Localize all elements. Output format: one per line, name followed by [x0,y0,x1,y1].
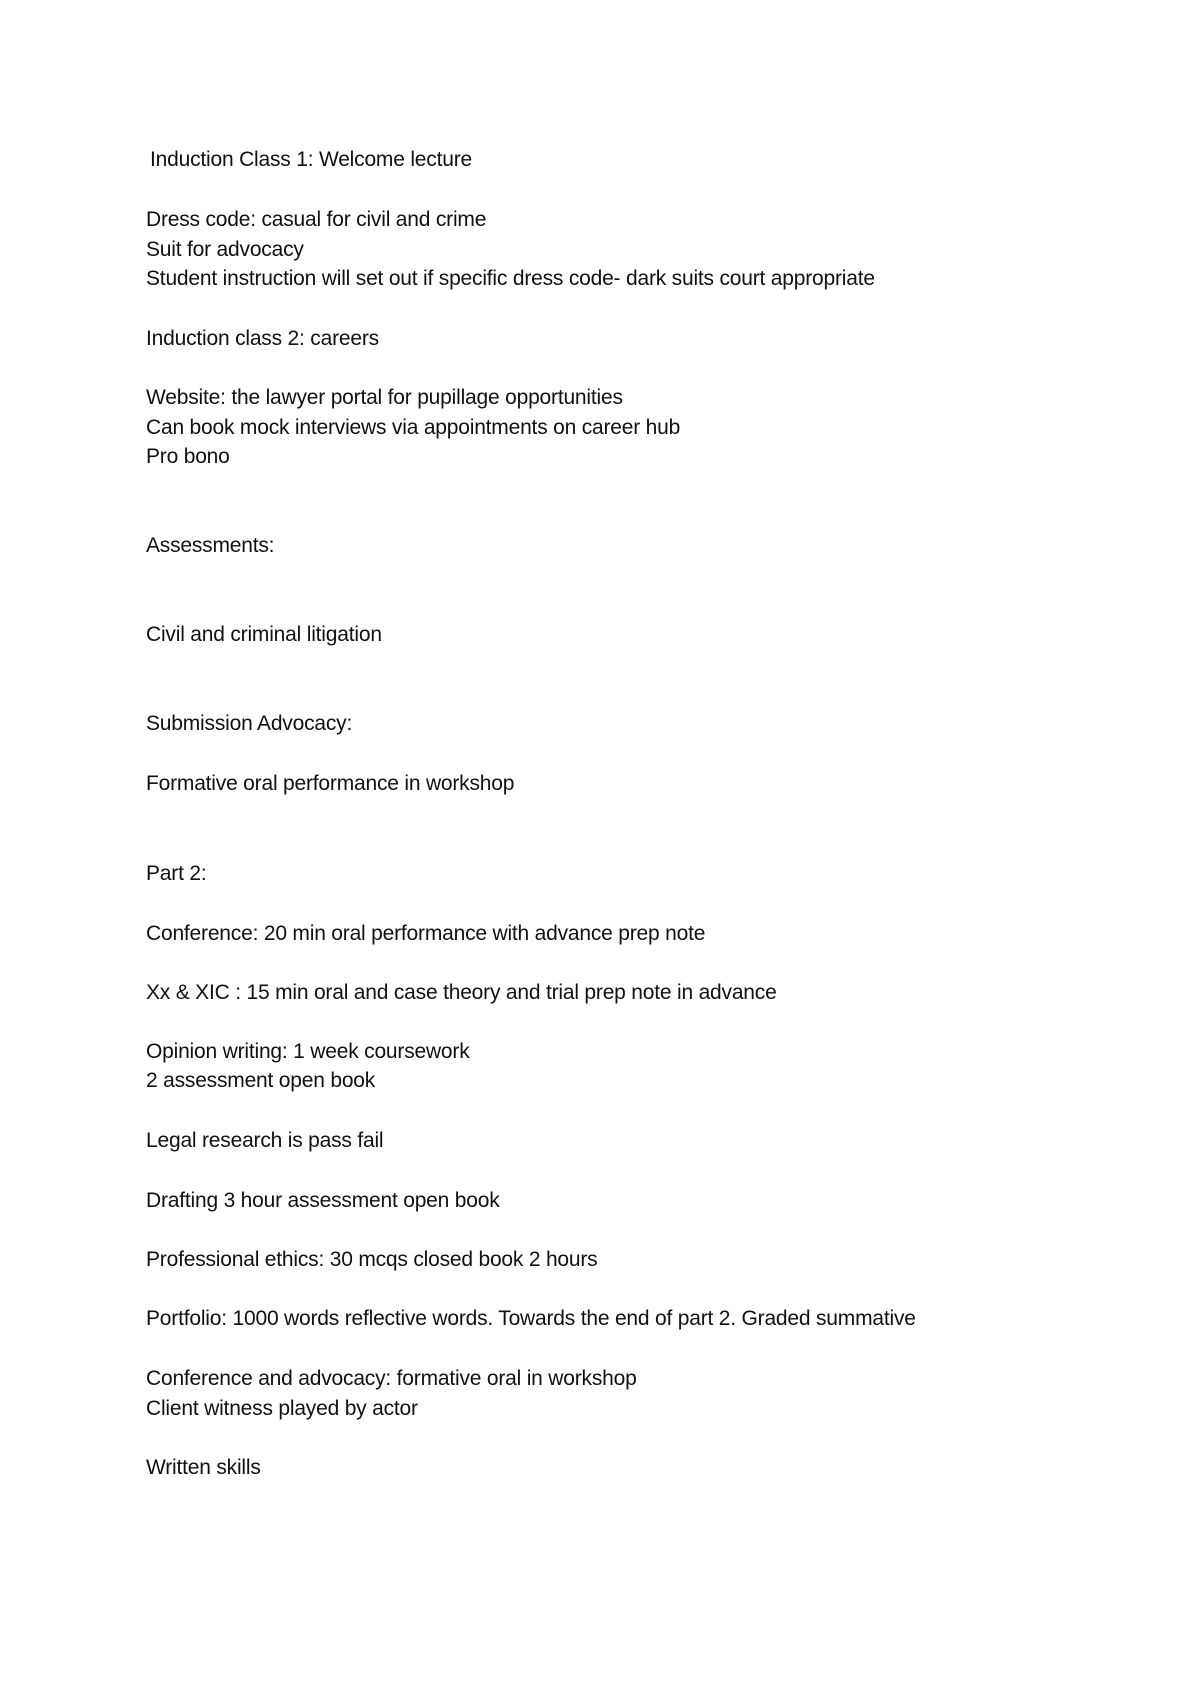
text-line: Suit for advocacy [146,238,304,261]
text-line: Pro bono [146,445,230,468]
text-line: Civil and criminal litigation [146,623,382,646]
heading-submission-advocacy: Submission Advocacy: [146,712,353,735]
text-line: Drafting 3 hour assessment open book [146,1189,500,1212]
text-line: Xx & XIC : 15 min oral and case theory and trial prep note in advance [146,981,777,1004]
text-line: Website: the lawyer portal for pupillage opportunities [146,386,623,409]
text-line: Formative oral performance in workshop [146,772,515,795]
heading-induction-class-1: Induction Class 1: Welcome lecture [150,148,472,171]
text-line: Student instruction will set out if specific dress code- dark suits court appropriate [146,267,875,290]
text-line: 2 assessment open book [146,1069,376,1092]
heading-part-2: Part 2: [146,862,207,885]
text-line: Portfolio: 1000 words reflective words. Towards the end of part 2. Graded summative [146,1307,916,1330]
text-line: Can book mock interviews via appointments on career hub [146,416,681,439]
text-line: Conference and advocacy: formative oral in workshop [146,1367,637,1390]
heading-induction-class-2: Induction class 2: careers [146,327,379,350]
text-line: Dress code: casual for civil and crime [146,208,487,231]
text-line: Written skills [146,1456,261,1479]
heading-assessments: Assessments: [146,534,275,557]
text-line: Conference: 20 min oral performance with advance prep note [146,922,706,945]
text-line: Legal research is pass fail [146,1129,384,1152]
text-line: Client witness played by actor [146,1397,418,1420]
text-line: Opinion writing: 1 week coursework [146,1040,470,1063]
text-line: Professional ethics: 30 mcqs closed book 2 hours [146,1248,598,1271]
